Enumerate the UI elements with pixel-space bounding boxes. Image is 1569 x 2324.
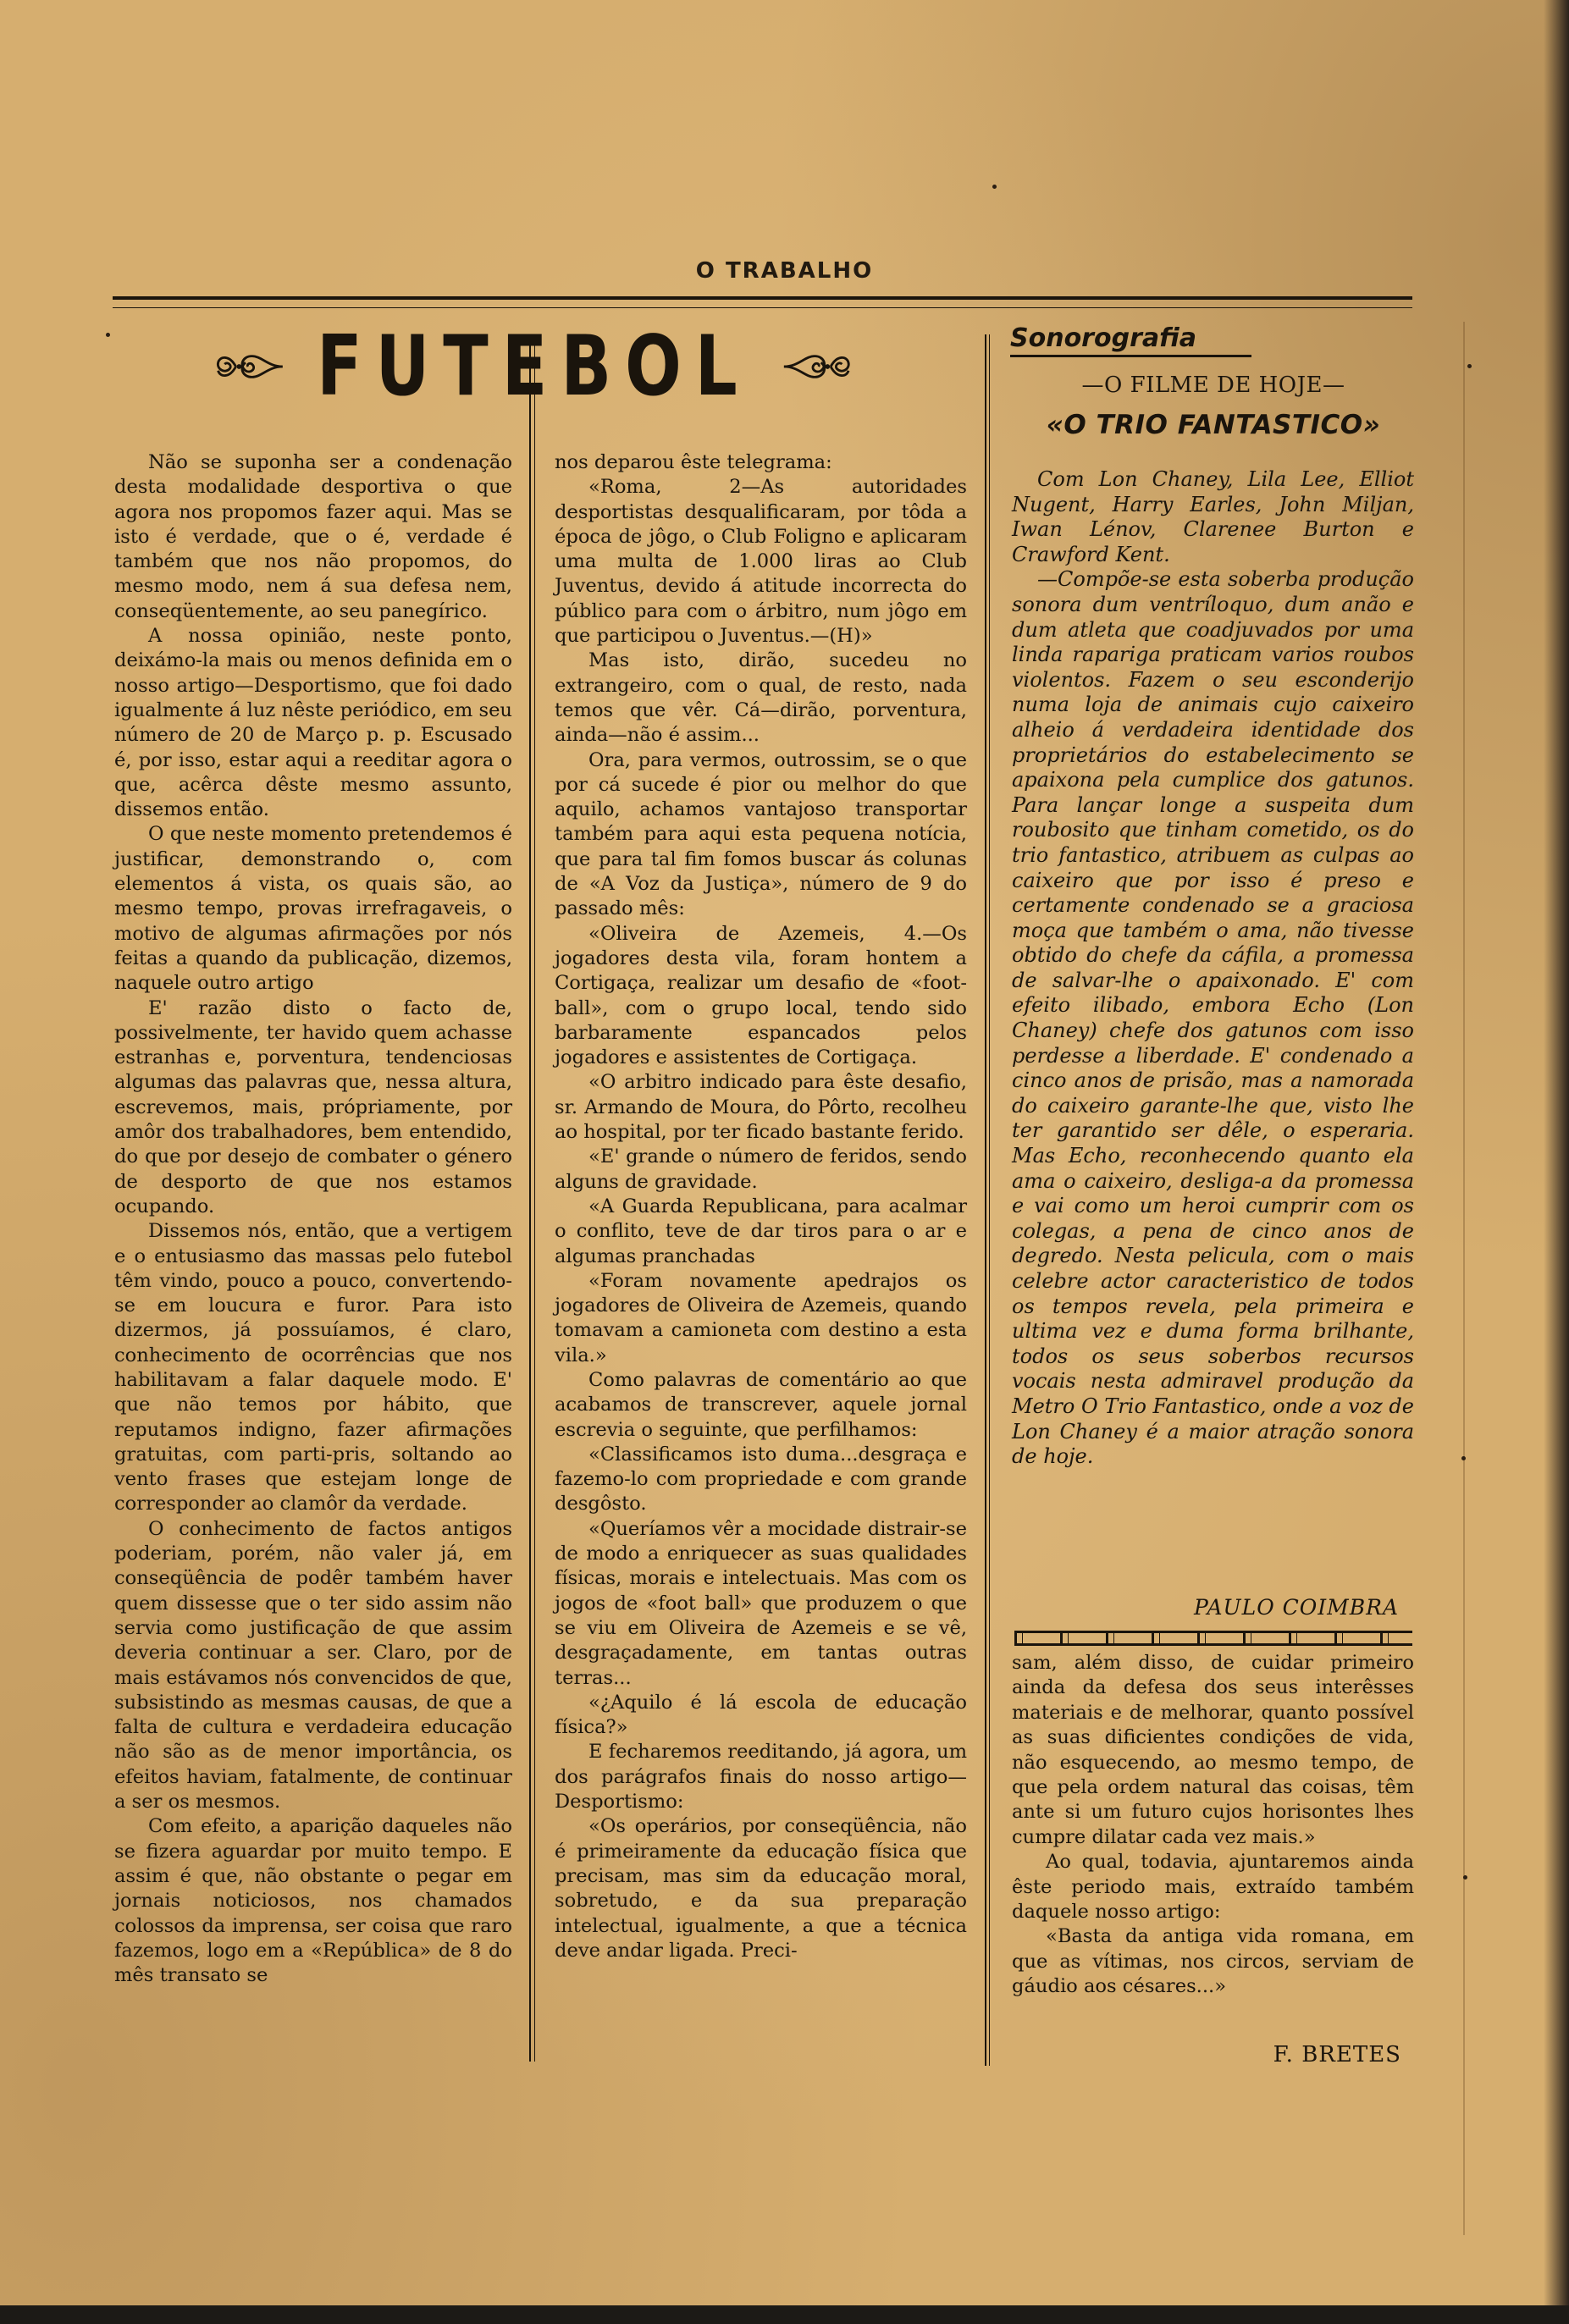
article-paragraph: «Oliveira de Azemeis, 4.—Os jogadores desta vila, foram hontem a Cortigaça, realizar um desafio de «foot-ball», com o grupo local, tendo sido barbaramente espancados pelos jogadores e assistentes de Cortigaça. xyxy=(555,922,967,1069)
article-paragraph: E' razão disto o facto de, possivelmente, ter havido quem achasse estranhas e, porventura, tendenciosas algumas das palavras que, nessa altura, escrevemos, mais, própriamente, por amôr dos trabalhadores, bem entendido, do que por desejo de combater o género de desporto de que nos estamos ocupando. xyxy=(114,996,512,1217)
article-paragraph: Como palavras de comentário ao que acabamos de transcrever, aquele jornal escrevia o seguinte, que perfilhamos: xyxy=(555,1368,967,1441)
article-paragraph: O que neste momento pretendemos é justificar, demonstrando o, com elementos á vista, os quais são, ao mesmo tempo, provas irrefragaveis, o motivo de algumas afirmações por nós feitas a quando da publicação, dizemos, naquele outro artigo xyxy=(114,823,512,995)
film-section-header xyxy=(1010,323,1417,440)
article-column-2 xyxy=(555,450,967,1963)
article-paragraph: Ora, para vermos, outrossim, se o que por cá sucede é pior ou melhor do que aquilo, achamos vantajoso transportar também para aqui esta pequena notícia, que para tal fim fomos buscar ás colunas de «A Voz da Justiça», número de 9 do passado mês: xyxy=(555,748,967,920)
article-paragraph: «O arbitro indicado para êste desafio, sr. Armando de Moura, do Pôrto, recolheu ao hospital, por ter ficado bastante ferido. xyxy=(555,1071,967,1144)
section-title: Sonorografia xyxy=(1010,323,1196,353)
page-bottom-edge xyxy=(0,2305,1569,2324)
review-paragraph: Com Lon Chaney, Lila Lee, Elliot Nugent, Harry Earles, John Miljan, Iwan Lénov, Clarenee Burton e Crawford Kent. xyxy=(1012,467,1414,566)
article-paragraph: «E' grande o número de feridos, sendo alguns de gravidade. xyxy=(555,1145,967,1193)
review-paragraph: —Compõe-se esta soberba produção sonora dum ventríloquo, dum anão e dum atleta que coadjuvados por uma linda rapariga praticam varios roubos violentos. Fazem o seu esconderijo numa loja de animais cujo caixeiro alheio á verdadeira identidade dos proprietários do estabelecimento se apaixona pela cumplice dos gatunos. Para lançar longe a suspeita dum roubosito que tinham cometido, os do trio fantastico, atribuem as culpas ao caixeiro que por isso é preso e certamente condenado se a graciosa moça que também o ama, não tivesse obtido do chefe da cáfila, a promessa de salvar-lhe o apaixonado. E' com efeito ilibado, embora Echo (Lon Chaney) chefe dos gatunos com isso perdesse a liberdade. E' condenado a cinco anos de prisão, mas a namorada do caixeiro garante-lhe que, visto lhe ter garantido ser dêle, o esperaria. Mas Echo, reconhecendo quanto ela ama o caixeiro, desliga-a da promessa e vai como um heroi cumprir com os colegas, a pena de cinco anos de degredo. Nesta pelicula, com o mais celebre actor caracteristico de todos os tempos revela, pela primeira e ultima vez e duma forma brilhante, todos os seus soberbos recursos vocais nesta admiravel produção da Metro O Trio Fantastico, onde a voz de Lon Chaney é a maior atração sonora de hoje. xyxy=(1012,567,1414,1469)
column-separator xyxy=(985,334,986,2066)
article-paragraph: «¿Aquilo é lá escola de educação física?» xyxy=(555,1691,967,1739)
paper-speck xyxy=(1463,1875,1467,1880)
headline-text: FUTEBOL xyxy=(316,318,751,415)
article-paragraph: A nossa opinião, neste ponto, deixámo-la mais ou menos definida em o nosso artigo—Desportismo, que foi dado igualmente á luz nêste periódico, em seu número de 20 de Março p. p. Escusado é, por isso, estar aqui a reeditar agora o que, acêrca dêste mesmo assunto, dissemos então. xyxy=(114,625,512,821)
article-paragraph: sam, além disso, de cuidar primeiro ainda da defesa dos seus interêsses materiais e de melhorar, quanto possível as suas dificientes condições de vida, não esquecendo, ao mesmo tempo, de que pela ordem natural das coisas, têm ante si um futuro cujos horisontes lhes cumpre dilatar cada vez mais.» xyxy=(1012,1652,1414,1848)
ornamental-divider xyxy=(1014,1631,1412,1646)
article-paragraph: Não se suponha ser a condenação desta modalidade desportiva o que agora nos propomos fazer aqui. Mas se isto é verdade, que o é, verdade é também que nos não propomos, do mesmo modo, nem á sua defesa nem, conseqüentemente, ao seu panegírico. xyxy=(114,451,512,622)
article-paragraph: Dissemos nós, então, que a vertigem e o entusiasmo das massas pelo futebol têm vindo, pouco a pouco, convertendo-se em loucura e furor. Para isto dizermos, já possuíamos, é claro, conhecimento de ocorrências que nos habilitavam a falar daquele modo. E' que não temos por hábito, que reputamos indigno, fazer afirmações gratuitas, com parti-pris, soltando ao vento frases que estejam longe de corresponder ao clamôr da verdade. xyxy=(114,1220,512,1515)
paper-speck xyxy=(106,333,110,337)
article-paragraph: nos deparou êste telegrama: xyxy=(555,451,832,473)
paper-speck xyxy=(1461,1456,1466,1460)
article-column-1 xyxy=(114,450,512,1988)
article-paragraph: «A Guarda Republicana, para acalmar o conflito, teve de dar tiros para o ar e algumas pranchadas xyxy=(555,1195,967,1267)
paper-speck xyxy=(992,185,997,189)
headline xyxy=(212,320,855,413)
article-paragraph: Com efeito, a aparição daqueles não se fizera aguardar por muito tempo. E assim é que, não obstante o pegar em jornais noticiosos, nos chamados colossos da imprensa, ser coisa que raro fazemos, logo em a «República» de 8 do mês transato se xyxy=(114,1815,512,1987)
article-paragraph: Mas isto, dirão, sucedeu no extrangeiro, com o qual, de resto, nada temos que vêr. Cá—dirão, porventura, ainda—não é assim... xyxy=(555,649,967,747)
paper-fold xyxy=(1463,322,1465,2235)
article-paragraph: «Classificamos isto duma...desgraça e fazemo-lo com propriedade e com grande desgôsto. xyxy=(555,1443,967,1515)
article-column-3-continuation xyxy=(1012,1651,1414,2000)
right-ornament-icon xyxy=(782,337,855,396)
column-separator xyxy=(529,334,531,2062)
article-paragraph: Ao qual, todavia, ajuntaremos ainda êste periodo mais, extraído também daquele nosso artigo: xyxy=(1012,1851,1414,1924)
review-signature: PAULO COIMBRA xyxy=(1193,1595,1399,1620)
article-paragraph: «Foram novamente apedrajos os jogadores de Oliveira de Azemeis, quando tomavam a camioneta com destino a esta vila.» xyxy=(555,1269,967,1366)
article-paragraph: «Basta da antiga vida romana, em que as vítimas, nos circos, serviam de gáudio aos césares...» xyxy=(1012,1925,1414,1998)
article-author: F. BRETES xyxy=(1273,2042,1401,2067)
article-paragraph: O conhecimento de factos antigos poderiam, porém, não valer já, em conseqüência de podêr também haver quem dissesse que o ter sido assim não servia como justificação de que assim deveria continuar a ser. Claro, por de mais estávamos nós convencidos de que, subsistindo as mesmas causas, de que a falta de cultura e verdadeira educação não são as de menor importância, os efeitos haviam, fatalmente, de continuar a ser os mesmos. xyxy=(114,1517,512,1813)
running-head: O TRABALHO xyxy=(695,258,874,284)
article-paragraph: E fecharemos reeditando, já agora, um dos parágrafos finais do nosso artigo—Desportismo: xyxy=(555,1741,967,1813)
column-separator xyxy=(989,334,990,2066)
paper-speck xyxy=(1467,364,1472,368)
section-title-rule xyxy=(1010,355,1251,357)
film-label: —O FILME DE HOJE— xyxy=(1081,373,1345,398)
article-paragraph: «Os operários, por conseqüência, não é primeiramente da educação física que precisam, mas sim da educação moral, sobretudo, e da sua preparação intelectual, igualmente, a que a técnica deve andar ligada. Preci- xyxy=(555,1815,967,1962)
left-ornament-icon xyxy=(212,337,285,396)
article-paragraph: «Queríamos vêr a mocidade distrair-se de modo a enriquecer as suas qualidades físicas, morais e intelectuais. Mas com os jogos de «foot ball» que produzem o que se viu em Oliveira de Azemeis e se vê, desgraçadamente, em tantas outras terras... xyxy=(555,1517,967,1689)
film-review xyxy=(1012,467,1414,1470)
header-rule xyxy=(113,296,1412,308)
column-separator xyxy=(534,334,535,2062)
page-edge-shadow xyxy=(1544,0,1569,2324)
film-title: «O TRIO FANTASTICO» xyxy=(1046,410,1381,440)
article-paragraph: «Roma, 2—As autoridades desportistas desqualificaram, por tôda a época de jôgo, o Club Foligno e aplicaram uma multa de 1.000 liras ao Club Juventus, devido á atitude incorrecta do público para com o árbitro, num jôgo em que participou o Juventus.—(H)» xyxy=(555,476,967,648)
